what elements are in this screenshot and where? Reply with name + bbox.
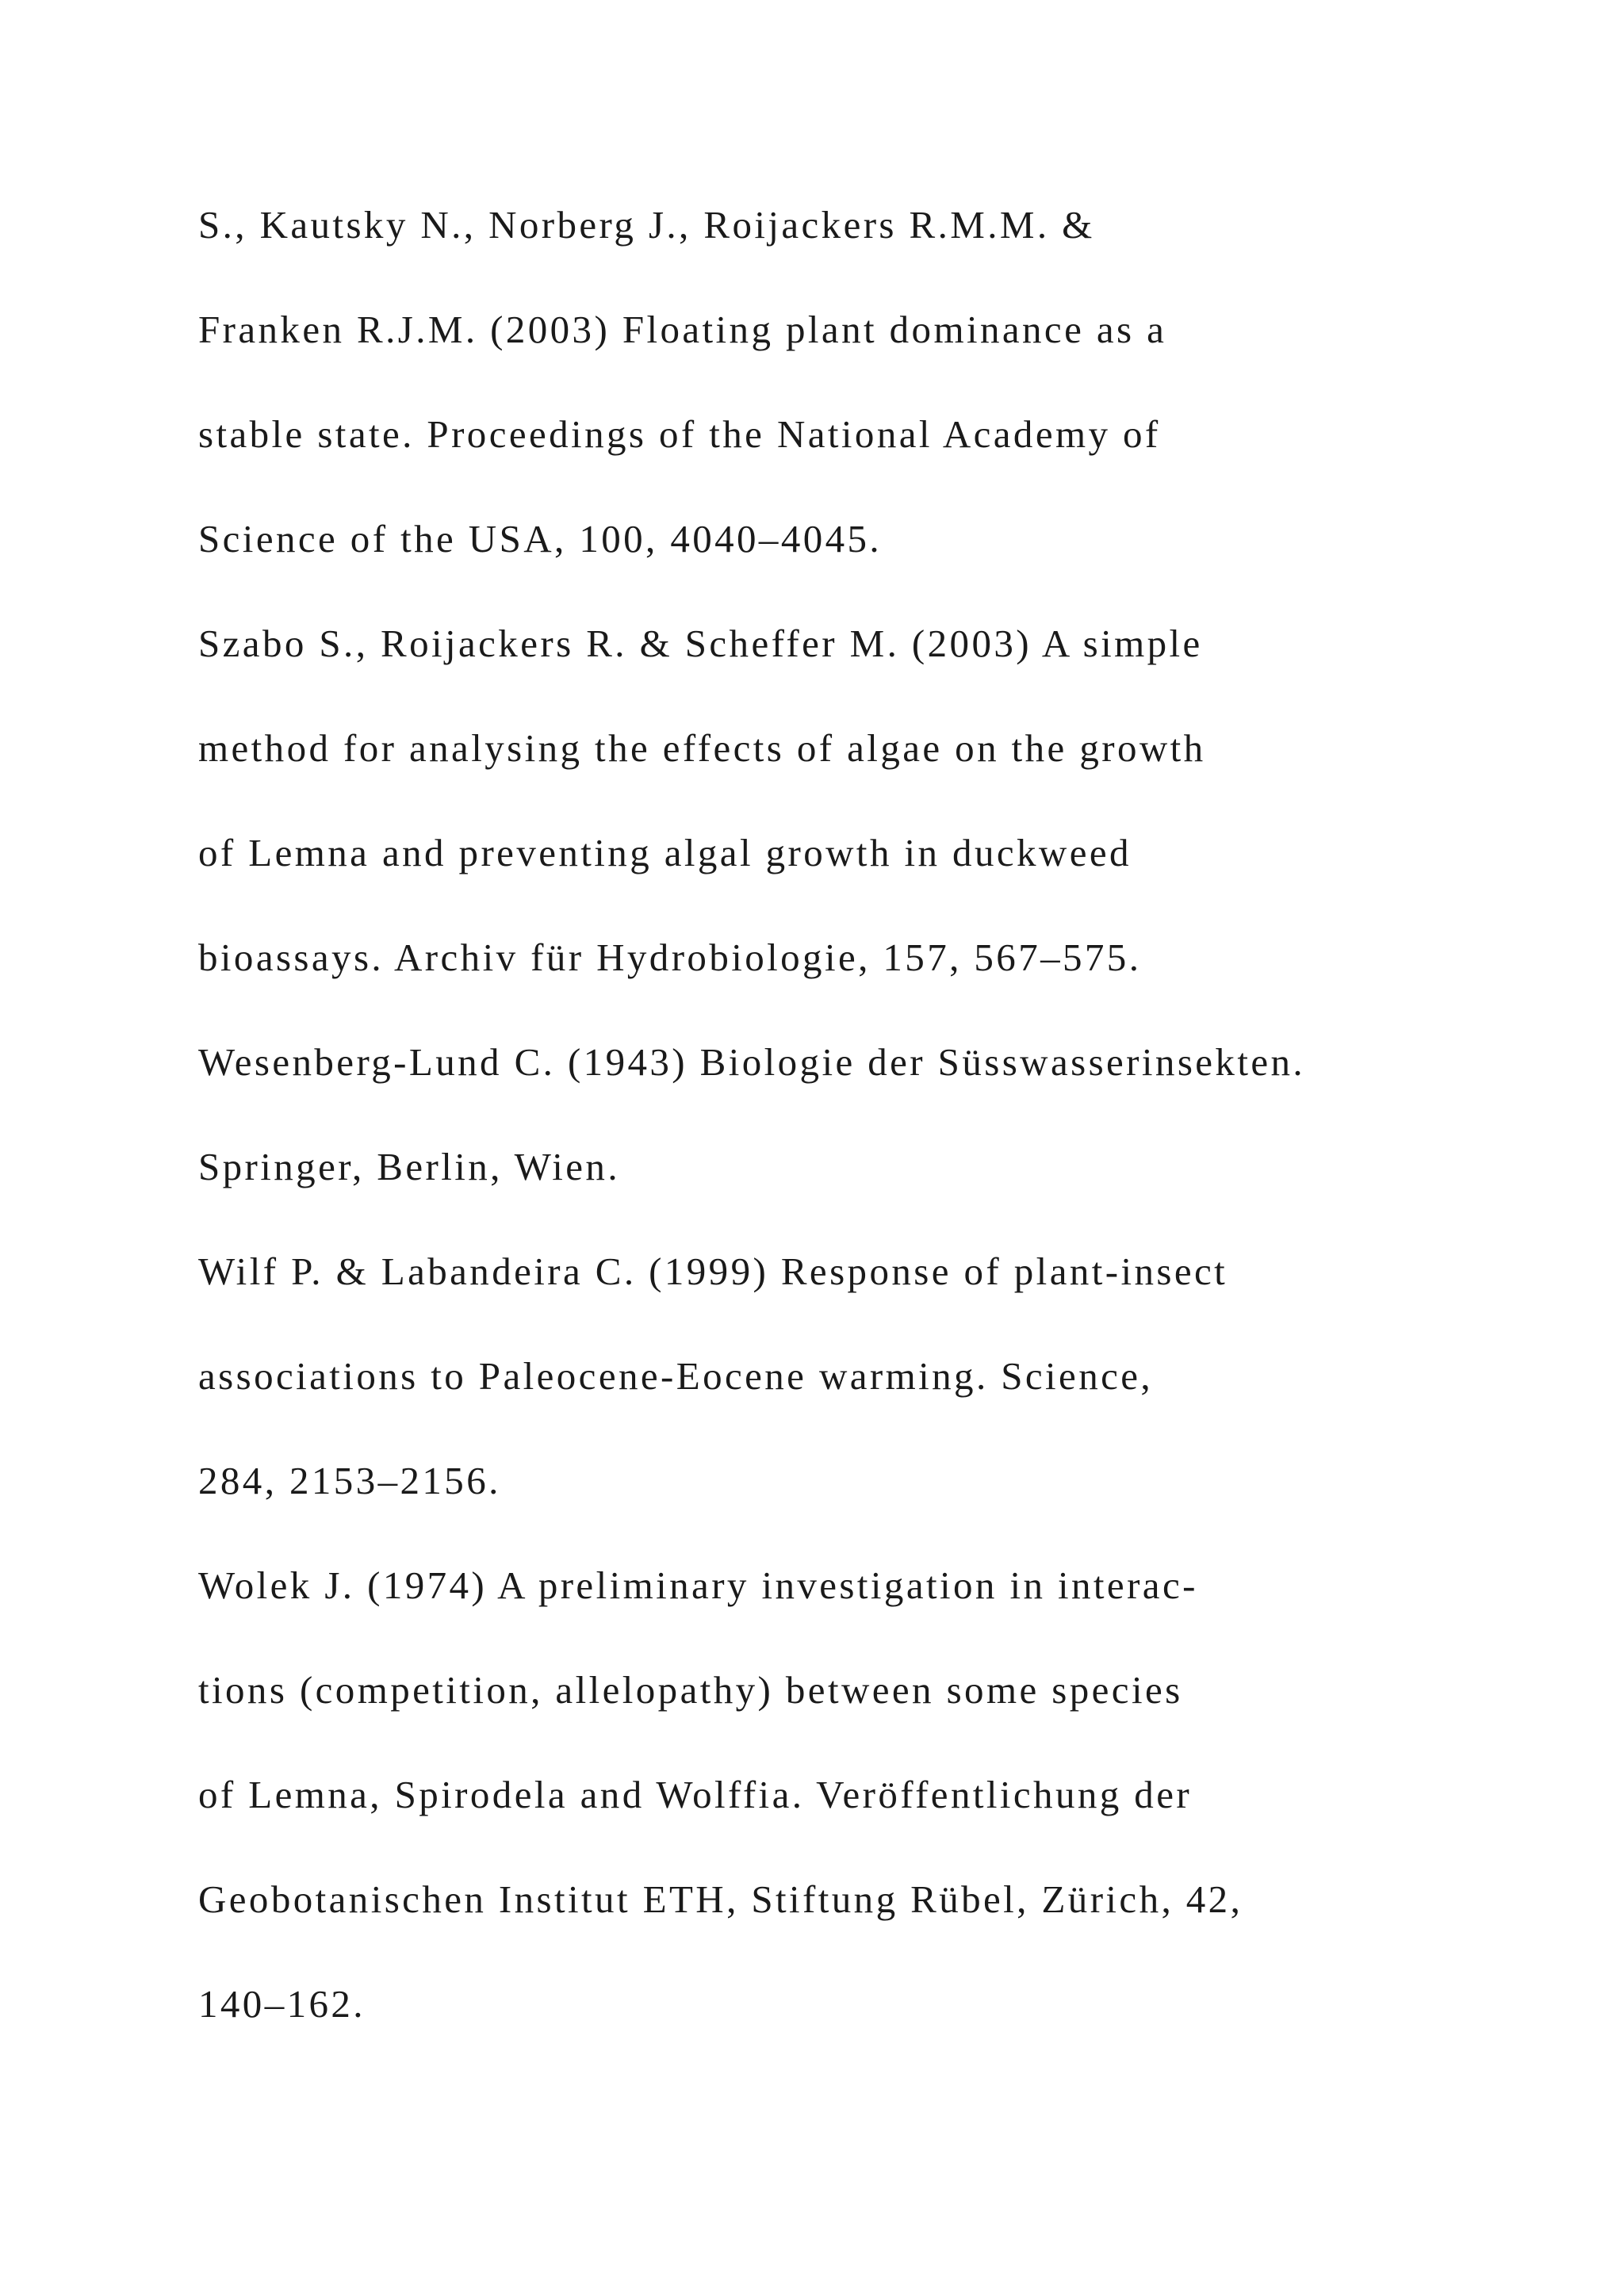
reference-line: Wesenberg-Lund C. (1943) Biologie der Süsswasserinsekten. bbox=[198, 1040, 1306, 1084]
reference-line: of Lemna, Spirodela and Wolffia. Veröffentlichung der bbox=[198, 1773, 1193, 1816]
reference-line: S., Kautsky N., Norberg J., Roijackers R.M.M. & bbox=[198, 203, 1095, 247]
reference-line: method for analysing the effects of algae on the growth bbox=[198, 726, 1206, 770]
reference-line: 140–162. bbox=[198, 1982, 366, 2026]
reference-line: Szabo S., Roijackers R. & Scheffer M. (2003) A simple bbox=[198, 622, 1203, 665]
reference-line: of Lemna and preventing algal growth in duckweed bbox=[198, 831, 1132, 874]
reference-list bbox=[198, 198, 1435, 2082]
reference-line: bioassays. Archiv für Hydrobiologie, 157, 567–575. bbox=[198, 936, 1142, 979]
reference-line: associations to Paleocene-Eocene warming. Science, bbox=[198, 1354, 1154, 1398]
reference-line: stable state. Proceedings of the National Academy of bbox=[198, 412, 1161, 456]
reference-line: Wolek J. (1974) A preliminary investigation in interac- bbox=[198, 1563, 1198, 1607]
reference-line: Science of the USA, 100, 4040–4045. bbox=[198, 517, 883, 561]
reference-line: Franken R.J.M. (2003) Floating plant dominance as a bbox=[198, 308, 1167, 351]
reference-line: 284, 2153–2156. bbox=[198, 1459, 501, 1502]
reference-line: Springer, Berlin, Wien. bbox=[198, 1145, 620, 1188]
reference-line: tions (competition, allelopathy) between some species bbox=[198, 1668, 1183, 1712]
reference-line: Wilf P. & Labandeira C. (1999) Response of plant-insect bbox=[198, 1249, 1228, 1293]
reference-line: Geobotanischen Institut ETH, Stiftung Rübel, Zürich, 42, bbox=[198, 1877, 1243, 1921]
